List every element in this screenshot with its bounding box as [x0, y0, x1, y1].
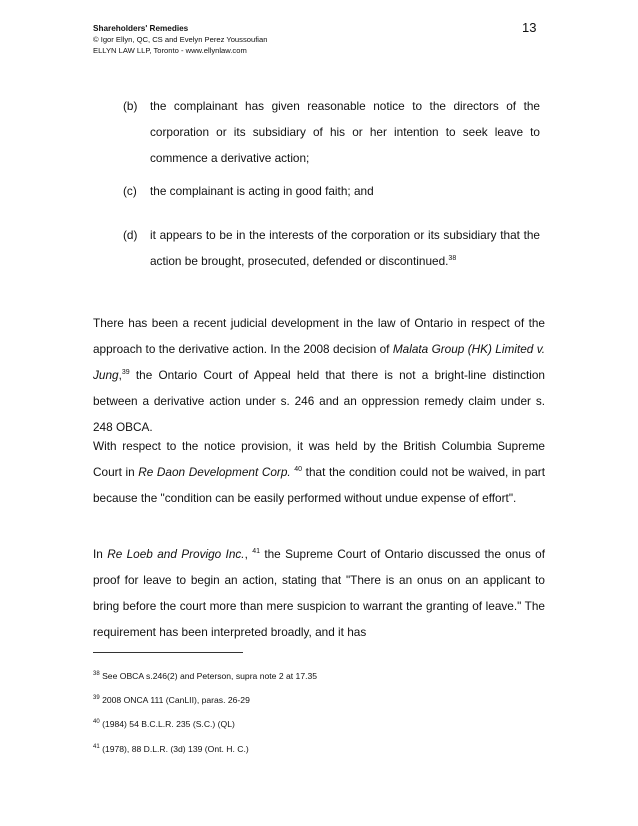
list-item-label: (c): [123, 184, 137, 198]
case-name: Re Daon Development Corp.: [138, 465, 291, 479]
header-authors: © Igor Ellyn, QC, CS and Evelyn Perez Youssoufian: [93, 35, 268, 44]
list-item-text: it appears to be in the interests of the corporation or its subsidiary that the action be brought, prosecuted, defended or discontinued.$^{38}$: [150, 228, 540, 268]
footnote-divider: [93, 652, 243, 653]
header-title: Shareholders' Remedies: [93, 24, 189, 33]
list-item-text: the complainant has given reasonable notice to the directors of the corporation or its subsidiary of his or her intention to seek leave to commence a derivative action;: [150, 99, 540, 165]
footnote-41: $^{41}$ (1978), 88 D.L.R. (3d) 139 (Ont. H. C.): [93, 744, 249, 754]
paragraph-1: There has been a recent judicial development in the law of Ontario in respect of the approach to the derivative action. In the 2008 decision of Malata Group (HK) Limited v. Jung,$^{39}$ the Ontario Court of Appeal held that there is not a bright-line distinction between a derivative action under s. 246 and an oppression remedy claim under s. 248 OBCA.: [93, 316, 545, 434]
paragraph-2: With respect to the notice provision, it was held by the British Columbia Supreme Court in Re Daon Development Corp. $^{40}$ that the condition could not be waived, in part because the "condition can be easily performed without undue expense of effort".: [93, 439, 545, 505]
footnote-ref[interactable]: 39: [121, 369, 130, 376]
running-header: [93, 23, 267, 56]
header-firm: ELLYN LAW LLP, Toronto - www.ellynlaw.com: [93, 46, 247, 55]
case-name: Malata Group (HK) Limited v. Jung: [93, 342, 545, 382]
list-item-label: (d): [123, 228, 138, 242]
footnote-ref[interactable]: 40: [294, 466, 303, 473]
footnote-38: $^{38}$ See OBCA s.246(2) and Peterson, supra note 2 at 17.35: [93, 671, 318, 681]
footnote-ref[interactable]: 41: [252, 548, 260, 555]
case-name: Re Loeb and Provigo Inc.: [107, 547, 245, 561]
footnote-39: $^{39}$ 2008 ONCA 111 (CanLII), paras. 26-29: [93, 695, 250, 705]
paragraph-3: In Re Loeb and Provigo Inc., $^{41}$ the Supreme Court of Ontario discussed the onus of proof for leave to begin an action, stating that "There is an onus on an applicant to bring before the court more than mere suspicion to warrant the granting of leave." The requirement has been interpreted broadly, and it has: [93, 547, 545, 639]
list-item-label: (b): [123, 99, 138, 113]
footnote-ref[interactable]: 38: [448, 255, 457, 262]
list-item-text: the complainant is acting in good faith; and: [150, 184, 374, 198]
footnote-40: $^{40}$ (1984) 54 B.C.L.R. 235 (S.C.) (QL): [93, 719, 235, 729]
page-number: 13: [522, 20, 537, 35]
